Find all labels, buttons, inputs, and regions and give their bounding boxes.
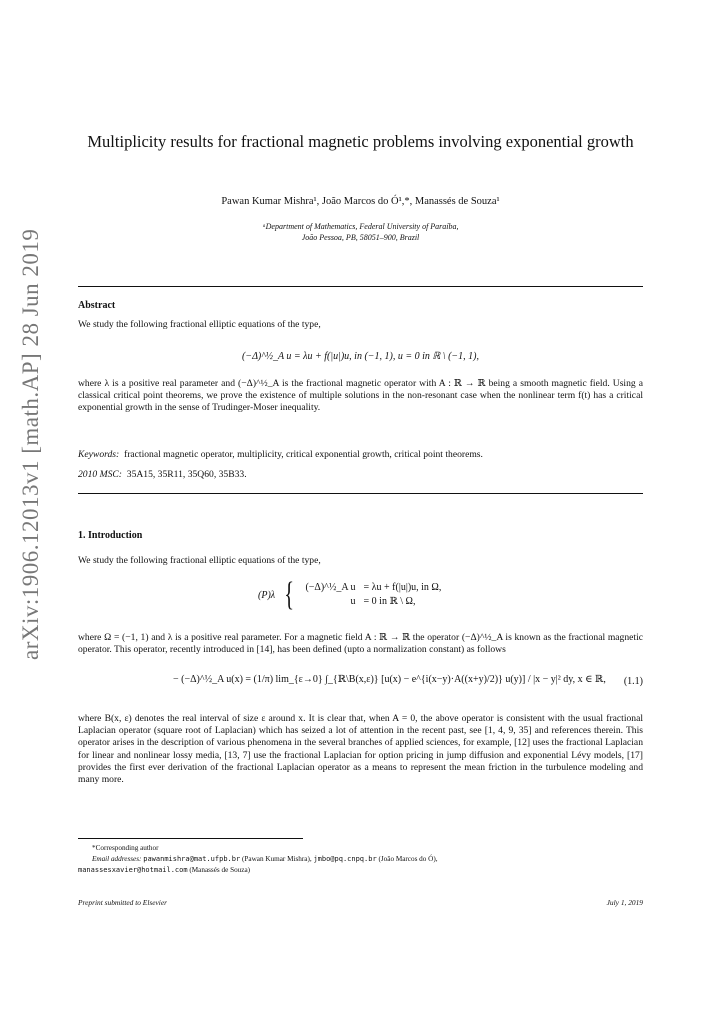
footnote-corresponding: *Corresponding author bbox=[92, 844, 159, 852]
left-brace: { bbox=[284, 576, 295, 613]
author-list: Pawan Kumar Mishra¹, João Marcos do Ó¹,*, Manassés de Souza¹ bbox=[221, 196, 500, 207]
abstract-top-rule bbox=[78, 286, 643, 287]
affiliation bbox=[78, 221, 643, 243]
introduction-heading: 1. Introduction bbox=[78, 530, 143, 541]
abstract-heading: Abstract bbox=[78, 300, 116, 311]
system-row bbox=[301, 595, 445, 609]
introduction-text-1: We study the following fractional elliptic equations of the type, bbox=[78, 555, 321, 566]
problem-system bbox=[258, 578, 445, 612]
abstract-intro-text: We study the following fractional elliptic equations of the type, bbox=[78, 319, 321, 330]
affiliation-line-2: João Pessoa, PB, 58051–900, Brazil bbox=[301, 233, 420, 242]
system-table bbox=[301, 581, 445, 609]
equation-1-1-body: − (−Δ)^½_A u(x) = (1/π) lim_{ε→0} ∫_{ℝ\B(x,ε)} [u(x) − e^{i(x−y)·A((x+y)/2)} u(y)] / |x − y|² dy, x ∈ ℝ, bbox=[173, 674, 606, 685]
msc-label: 2010 MSC: bbox=[78, 469, 122, 480]
keywords-text: fractional magnetic operator, multiplicity, critical exponential growth, critical point theorems. bbox=[124, 449, 483, 460]
introduction-text-2: where Ω = (−1, 1) and λ is a positive real parameter. For a magnetic field A : ℝ → ℝ the operator (−Δ)^½_A is known as the fractional magnetic operator. This operator, recently introduced in [14], has been defined (upto a normalization constant) as follows bbox=[78, 632, 643, 656]
abstract-equation-text: (−Δ)^½_A u = λu + f(|u|)u, in (−1, 1), u = 0 in ℝ \ (−1, 1), bbox=[241, 351, 479, 362]
system-row bbox=[301, 581, 445, 595]
paper-title: Multiplicity results for fractional magnetic problems involving exponential growth bbox=[87, 132, 634, 151]
email-link[interactable]: pawanmishra@mat.ufpb.br bbox=[143, 855, 241, 863]
arxiv-sidebar-stamp: arXiv:1906.12013v1 [math.AP] 28 Jun 2019 bbox=[18, 228, 43, 660]
footnote-emails bbox=[78, 854, 643, 865]
footnote-emails-cont bbox=[78, 865, 643, 876]
footer-date: July 1, 2019 bbox=[606, 898, 643, 907]
abstract-equation bbox=[78, 351, 643, 362]
keywords-line bbox=[78, 449, 643, 460]
affiliation-line-1: ᵃDepartment of Mathematics, Federal University of Paraíba, bbox=[262, 222, 459, 231]
introduction-text-3: where B(x, ε) denotes the real interval of size ε around x. It is clear that, when A = 0, the above operator is consistent with the usual fractional Laplacian operator (square root of Laplacian) which has seized a lot of attention in the recent past, see [1, 4, 9, 35] and references therein. This operator arises in the description of various phenomena in the several branches of applied sciences, for example, [12] uses the fractional Laplacian for linear and nonlinear lossy media, [13, 7] use the fractional Laplacian for option pricing in jump diffusion and exponential Lévy models, [17] provides the first ever derivation of the fractional Laplacian operator as a means to represent the mean friction in the turbulence modeling and many more. bbox=[78, 713, 643, 786]
equation-1-1 bbox=[78, 668, 643, 708]
equation-number: (1.1) bbox=[623, 676, 643, 687]
msc-line bbox=[78, 469, 643, 480]
system-label: (P)λ bbox=[258, 589, 276, 601]
email-owner: (João Marcos do Ó), bbox=[378, 855, 438, 863]
email-owner: (Pawan Kumar Mishra), bbox=[241, 855, 312, 863]
footnote-rule bbox=[78, 838, 303, 839]
email-label: Email addresses: bbox=[92, 855, 142, 863]
email-owner: (Manassés de Souza) bbox=[189, 866, 251, 874]
system-rhs: = λu + f(|u|)u, in Ω, bbox=[363, 582, 442, 593]
footer-left: Preprint submitted to Elsevier bbox=[78, 898, 168, 907]
abstract-bottom-rule bbox=[78, 493, 643, 494]
system-lhs: (−Δ)^½_A u bbox=[305, 582, 356, 593]
page-footer bbox=[78, 898, 643, 907]
email-link[interactable]: manassesxavier@hotmail.com bbox=[78, 866, 188, 874]
abstract-body-text: where λ is a positive real parameter and (−Δ)^½_A is the fractional magnetic operator with A : ℝ → ℝ being a smooth magnetic field. Using a classical critical point theorems, we prove the existence of multiple solutions in the non-resonant case when the nonlinear term f(t) has a critical exponential growth in the sense of Trudinger-Moser inequality. bbox=[78, 378, 643, 414]
keywords-label: Keywords: bbox=[78, 449, 120, 460]
system-lhs: u bbox=[350, 596, 356, 607]
email-link[interactable]: jmbo@pq.cnpq.br bbox=[313, 855, 377, 863]
msc-codes: 35A15, 35R11, 35Q60, 35B33. bbox=[126, 469, 247, 480]
system-rhs: = 0 in ℝ \ Ω, bbox=[363, 596, 416, 607]
